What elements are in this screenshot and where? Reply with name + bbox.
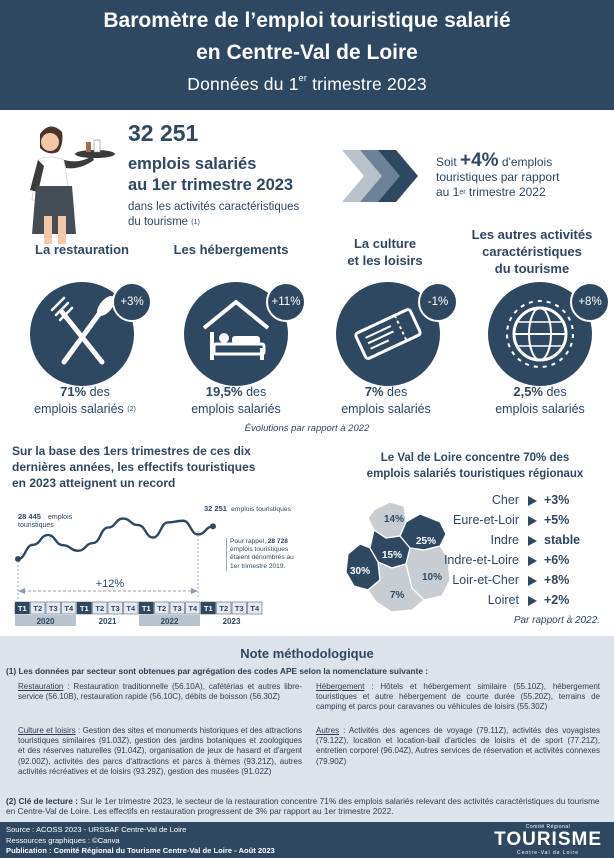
evolution-summary: Soit +4% d'emplois touristiques par rapport au 1er trimestre 2022 xyxy=(436,150,560,199)
map-share-indre-et-loire: 30% xyxy=(350,566,371,577)
growth-arrow-right xyxy=(191,588,198,594)
sector-change-badge: +8% xyxy=(570,282,610,322)
quarter-label: T1 xyxy=(17,604,27,613)
triangle-right-icon xyxy=(528,536,537,546)
sector-share-autres: 2,5% des emplois salariés xyxy=(495,384,585,416)
title-line-2: en Centre-Val de Loire xyxy=(196,41,418,64)
quarter-label: T4 xyxy=(126,604,136,613)
quarter-label: T3 xyxy=(110,604,120,613)
quarter-label: T4 xyxy=(188,604,198,613)
quarter-label: T2 xyxy=(33,604,43,613)
quarter-label: T4 xyxy=(64,604,74,613)
triangle-right-icon xyxy=(528,556,537,566)
region-row-cher: Cher +3% xyxy=(491,493,570,507)
total-jobs-label: emplois salariés au 1er trimestre 2023 xyxy=(128,155,294,194)
start-value-label: 28 445 xyxy=(18,512,41,521)
year-label: 2023 xyxy=(222,617,241,626)
quarter-label: T3 xyxy=(234,604,244,613)
year-label: 2020 xyxy=(36,617,55,626)
methodology-autres: Autres : Activités des agences de voyage (79.11Z), activités des voyagistes (79.12Z), location et location-bail d'articles de loisirs et de sport (77.21Z), entretien corporel (96.04Z), Autres services de réservation et activités connexes (79.90Z) xyxy=(316,726,600,766)
sector-change-badge: +11% xyxy=(266,282,306,322)
methodology-intro: (1) Les données par secteur sont obtenues par agrégation des codes APE selon la nomenclature suivante : xyxy=(6,666,429,676)
triangle-right-icon xyxy=(528,516,537,526)
quarter-label: T1 xyxy=(79,604,89,613)
map-share-cher: 10% xyxy=(422,572,443,583)
methodology-title: Note méthodologique xyxy=(240,646,374,661)
reminder-note: Pour rappel, 28 728 emplois touristiques étaient dénombrés au 1er trimestre 2019. xyxy=(226,538,306,571)
end-value-label: 32 251 xyxy=(204,504,227,513)
header-banner xyxy=(0,0,614,110)
methodology-culture: Culture et loisirs : Gestion des sites et monuments historiques et des attractions touristiques similaires (91.03Z), gestion des jardins botaniques et zoologiques et des réserves naturelles (91.04Z), organisation de jeux de hasard et d'argent (92.00Z), activités des parcs d'attractions et parcs à thèmes (93.21Z), autres activités récréatives et de loisirs (93.29Z), gestion des musées (91.02Z) xyxy=(18,726,302,776)
region-row-eure-et-loir: Eure-et-Loir +5% xyxy=(453,513,570,527)
sector-title-culture: La culture et les loisirs xyxy=(347,236,423,268)
region-row-indre: Indre stable xyxy=(490,533,581,547)
region-row-loiret: Loiret +2% xyxy=(487,593,570,607)
triangle-right-icon xyxy=(528,576,537,586)
methodology-restauration: Restauration : Restauration traditionnelle (56.10A), cafétérias et autres libre-service (56.10B), restauration rapide (56.10C), débits de boisson (56.30Z) xyxy=(18,682,302,702)
footer xyxy=(0,822,614,858)
sector-circle-restauration xyxy=(30,282,144,386)
sector-circle-culture xyxy=(336,282,449,386)
methodology-key: (2) Clé de lecture : Sur le 1er trimestre 2023, le secteur de la restauration concentre 71% des emplois salariés relevant des activités caractéristiques du tourisme en Centre-Val de Loire. Les effectifs en restauration progressent de 3% par rapport au 1er trimestre 2022. xyxy=(6,796,600,817)
region-row-loir-et-cher: Loir-et-Cher +8% xyxy=(452,573,570,587)
quarter-label: T1 xyxy=(141,604,151,613)
growth-label: +12% xyxy=(95,578,125,590)
map-share-indre: 7% xyxy=(390,590,405,601)
map-share-loir-et-cher: 15% xyxy=(382,550,403,561)
sector-circle-hebergement xyxy=(184,282,301,386)
methodology-hebergement: Hébergement : Hôtels et hébergement similaire (55.10Z), hébergement touristiques et autre hébergement de courte durée (55.20Z), terrains de camping et parcs pour caravanes ou véhicules de loisirs (55.30Z) xyxy=(316,682,600,712)
title-line-1: Baromètre de l’emploi touristique salarié xyxy=(103,9,511,32)
map-title: Le Val de Loire concentre 70% des emplois salariés touristiques régionaux xyxy=(366,452,584,480)
start-value-text-1: emplois xyxy=(48,514,73,521)
quarter-label: T4 xyxy=(250,604,260,613)
year-label: 2021 xyxy=(98,617,117,626)
region-note: Par rapport à 2022. xyxy=(513,615,600,626)
methodology-section xyxy=(0,636,614,822)
sector-share-restauration: 71% des emplois salariés $^{(2)}$ xyxy=(34,384,136,416)
region-row-indre-et-loire: Indre-et-Loire +6% xyxy=(443,553,570,567)
end-point xyxy=(210,523,216,529)
sector-circle-autres xyxy=(488,282,602,386)
total-jobs-note: dans les activités caractéristiques du tourisme $^{(1)}$ xyxy=(128,201,300,228)
sector-share-culture: 7% des emplois salariés xyxy=(341,384,431,416)
total-jobs: 32 251 xyxy=(128,120,199,146)
quarter-label: T2 xyxy=(157,604,167,613)
evolution-note: Évolutions par rapport à 2022 xyxy=(244,423,370,434)
quarter-label: T2 xyxy=(95,604,105,613)
sector-change-badge: -1% xyxy=(418,282,458,322)
tourisme-logo: Comité Régional TOURISME Centre-Val de Loire xyxy=(494,824,602,856)
waiter-illustration xyxy=(10,116,120,246)
start-value-text-2: touristiques xyxy=(18,522,54,529)
page-subtitle: Données du 1er trimestre 2023 xyxy=(187,73,427,94)
sector-share-hebergement: 19,5% des emplois salariés xyxy=(191,384,281,416)
map-share-eure-et-loir: 14% xyxy=(384,514,405,525)
quarter-label: T3 xyxy=(172,604,182,613)
sector-title-hebergement: Les hébergements xyxy=(173,242,289,257)
map-share-loiret: 25% xyxy=(416,536,437,547)
evolution-value: +4% xyxy=(460,150,499,171)
triangle-right-icon xyxy=(528,596,537,606)
quarter-label: T1 xyxy=(203,604,213,613)
footer-credits: Source : ACOSS 2023 - URSSAF Centre-Val de Loire Ressources graphiques : ©Canva Publication : Comité Régional du Tourisme Centre-Val de Loire - Août 2023 xyxy=(6,825,275,856)
line-chart-title: Sur la base des 1ers trimestres de ces dix dernières années, les effectifs touristiques en 2023 atteignent un record xyxy=(12,444,256,490)
quarter-label: T3 xyxy=(48,604,58,613)
growth-arrow-left xyxy=(18,588,25,594)
sector-title-autres: Les autres activités caractéristiques du tourisme xyxy=(471,227,593,276)
year-label: 2022 xyxy=(160,617,179,626)
page-title xyxy=(0,0,614,69)
sector-change-badge: +3% xyxy=(112,282,152,322)
end-value-text: emplois touristiques xyxy=(231,506,292,513)
quarter-label: T2 xyxy=(219,604,229,613)
triangle-right-icon xyxy=(528,496,537,506)
sector-title-restauration: La restauration xyxy=(35,242,129,257)
chevrons-icon xyxy=(340,148,420,204)
